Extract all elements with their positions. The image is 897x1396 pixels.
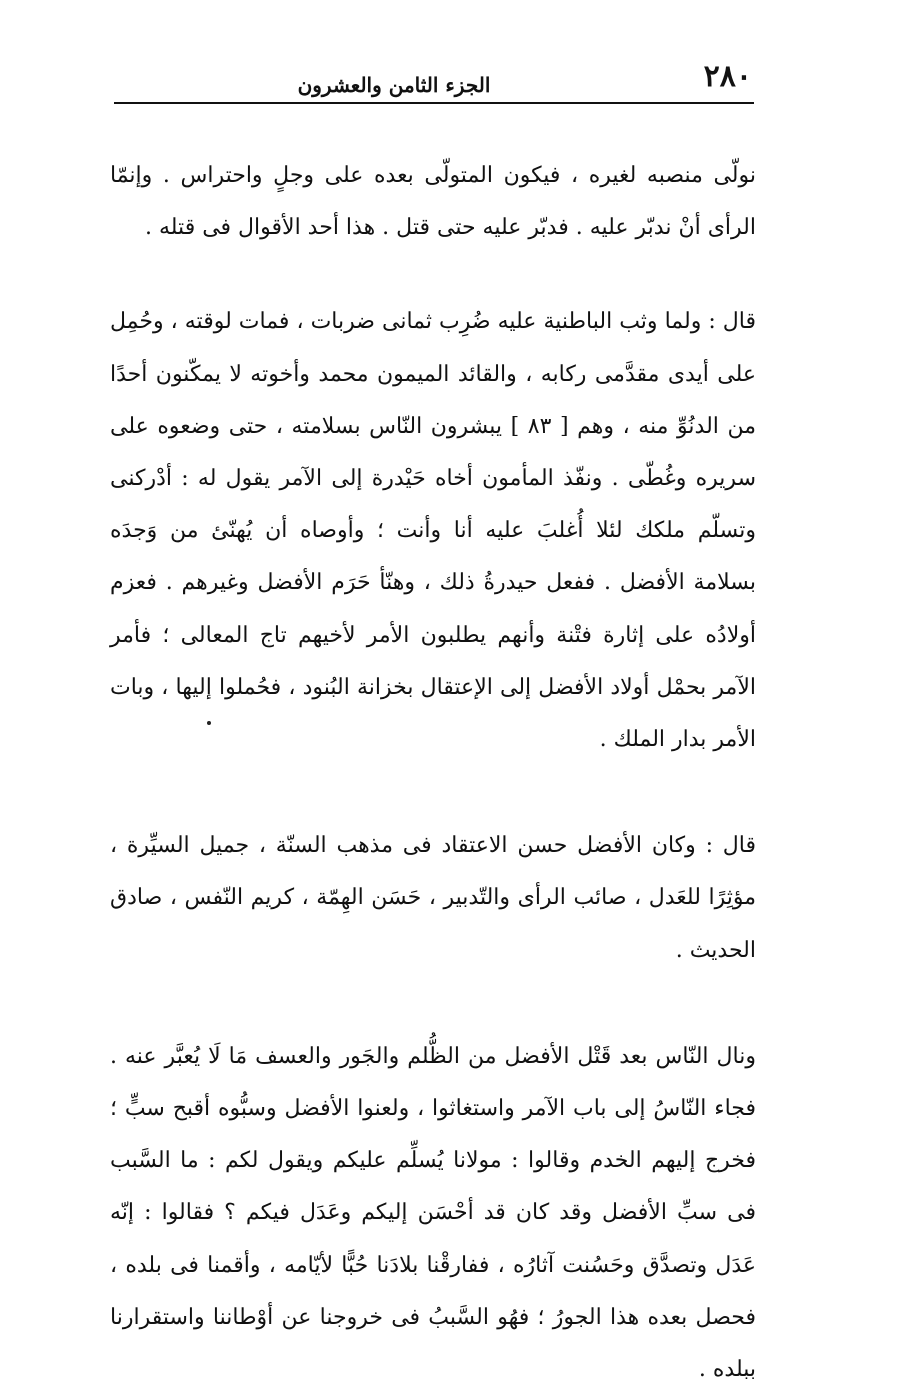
page-header [114, 58, 754, 104]
page-number: ٢٨٠ [703, 59, 752, 94]
paragraph-2: قال : ولما وثب الباطنية عليه ضُرِب ثمانى ضربات ، فمات لوقته ، وحُمِل على أيدى مقدَّمى ركابه ، والقائد الميمون محمد وأخوته لا يمكّنون أحدًا من الدنُوِّ منه ، وهم [ ٨٣ ] يبشرون النّاس بسلامته ، حتى وضعوه على سريره وغُطّى . ونفّذ المأمون أخاه حَيْدرة إلى الآمر يقول له : أدْركنى وتسلّم ملكك لئلا أُغلبَ عليه أنا وأنت ؛ وأوصاه أن يُهنّئ من وَجدَه بسلامة الأفضل . ففعل حيدرةُ ذلك ، وهنّأ حَرَم الأفضل وغيرهم . فعزم أولادُه على إثارة فتْنة وأنهم يطلبون الأمر لأخيهم تاج المعالى ؛ فأمر الآمر بحمْل أولاد الأفضل إلى الإعتقال بخزانة البُنود ، فحُملوا إليها ، وبات الأمر بدار الملك . [110, 309, 756, 753]
paragraph-1: نولّى منصبه لغيره ، فيكون المتولّى بعده على وجلٍ واحتراس . وإنمّا الرأى أنْ ندبّر عليه . فدبّر عليه حتى قتل . هذا أحد الأقوال فى قتله . [110, 163, 756, 241]
stray-dot-mark [207, 721, 211, 725]
paragraph-4: ونال النّاس بعد قَتْل الأفضل من الظُّلم والجَور والعسف مَا لَا يُعبَّر عنه . فجاء النّاسُ إلى باب الآمر واستغاثوا ، ولعنوا الأفضل وسبُّوه أقبح سبٍّ ؛ فخرج إليهم الخدم وقالوا : مولانا يُسلِّم عليكم ويقول لكم : ما السَّبب فى سبِّ الأفضل وقد كان قد أحْسَن إليكم وعَدَل فيكم ؟ فقالوا : إنّه عَدَل وتصدَّق وحَسُنت آثارُه ، ففارقْنا بلادَنا حُبًّا لأيّامه ، وأقمنا فى بلده ، فحصل بعده هذا الجورُ ؛ فهُو السَّببُ فى خروجنا عن أوْطاننا واستقرارنا ببلده . [110, 1043, 756, 1383]
running-title: الجزء الثامن والعشرون [297, 73, 491, 97]
page-body [110, 150, 756, 1383]
paragraph-3: قال : وكان الأفضل حسن الاعتقاد فى مذهب السنّة ، جميل السيِّرة ، مؤثِرًا للعَدل ، صائب الرأى والتّدبير ، حَسَن الهِمّة ، كريم النّفس ، صادق الحديث . [110, 833, 756, 963]
